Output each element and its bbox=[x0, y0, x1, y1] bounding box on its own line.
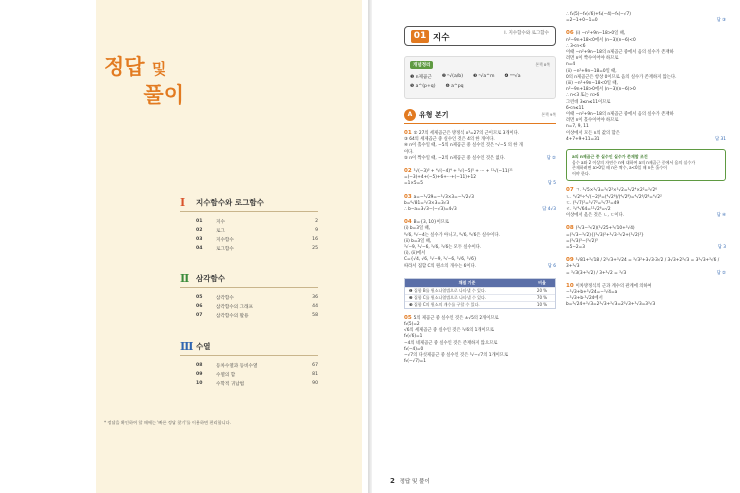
solution-line bbox=[566, 213, 726, 219]
solution-text: −√7의 다섯제곱근 중 실수인 것은 ⁵√−√7의 1개이므로 bbox=[404, 353, 509, 359]
problem-number: 07 bbox=[566, 187, 574, 194]
solution-text: n²−9n+18<0에서 (n−3)(n−6)<0 bbox=[566, 37, 636, 43]
section-icon: A bbox=[404, 109, 416, 121]
solution-text: ³√(−3)³ + ⁴√(−4)⁴ + ⁵√(−5)⁵ + ··· + ¹¹√(−11)¹¹ bbox=[413, 169, 513, 175]
solution-text: ⑤ n이 짝수일 때, −2의 n제곱근 중 실수인 것은 없다. bbox=[404, 155, 506, 161]
usage-note: * 정답을 확인하여 할 때에는 '빠른 정답 찾기'를 이용하면 편리합니다. bbox=[104, 420, 231, 425]
toc-entry[interactable]: 03 지수함수 16 bbox=[196, 237, 318, 243]
left-page bbox=[0, 0, 368, 493]
problem-number: 10 bbox=[566, 282, 574, 289]
solution-text: ④ n이 홀수일 때, −5의 n제곱근 중 실수인 것은 ⁿ√−5 의 한 개 bbox=[404, 143, 523, 149]
column-right bbox=[566, 6, 726, 309]
answer-label: 답 6 bbox=[547, 263, 556, 269]
solution-text: n=4 bbox=[566, 62, 576, 68]
solution-text: 그런데 3≤n≤11이므로 bbox=[566, 99, 611, 105]
toc-entry[interactable]: 05 삼각함수 36 bbox=[196, 295, 318, 301]
page-footer bbox=[390, 477, 430, 485]
concept-tag: 개념정리 bbox=[410, 61, 433, 69]
toc-entry[interactable]: 10 수학적 귀납법 90 bbox=[196, 381, 318, 387]
solution-text: ㄷ. (⁵√7)²=⁵√7²=⁵√7²=49 bbox=[566, 200, 620, 206]
solution-text: b=⁶√81=³√3×3=3√3 bbox=[404, 200, 450, 206]
solution-line bbox=[566, 257, 726, 270]
solution-text: ³√81+³√18 / 2³√3+³√24 = ³√3²+3√3·3√2 / 3√3+2³√3 = 3³√3+³√6 / 3+³√3 bbox=[566, 258, 720, 270]
column-left bbox=[404, 26, 556, 365]
solution-text: 이상에서 옳은 것은 ㄴ, ㄷ이다. bbox=[566, 213, 625, 219]
solution-text: a=−³√29=−³√3×3=−³√2√3 bbox=[413, 194, 475, 200]
solution-text: ③ 64의 세제곱근 중 실수인 것은 4의 한 개이다. bbox=[404, 137, 495, 143]
unit-title: 지수 bbox=[433, 33, 450, 43]
unit-header bbox=[404, 26, 556, 46]
problem-solution bbox=[566, 12, 726, 24]
solution-text: = ³√3(3+³√2) / 3+³√2 = ³√3 bbox=[566, 270, 627, 276]
solution-text: −4의 네제곱근 중 실수인 것은 존재하지 않으므로 bbox=[404, 340, 498, 346]
concept-summary bbox=[404, 56, 556, 99]
chapter-title: 삼각함수 bbox=[196, 273, 225, 283]
solution-text: f₃(√6)=1 bbox=[404, 334, 423, 340]
solution-line bbox=[404, 315, 556, 322]
solution-text: 려면 n이 짝수이어야 하므로 bbox=[566, 56, 619, 62]
solution-text: ³√−9, ³√−6, ³√6, ³√6는 모두 실수이다. bbox=[404, 245, 482, 251]
problem-solution bbox=[404, 315, 556, 366]
problem-solution bbox=[566, 283, 726, 309]
table-row: ❸ 집합 C의 원소의 개수를 구할 수 있다. 10 % bbox=[405, 301, 555, 308]
toc-chapter-3 bbox=[180, 340, 318, 388]
solution-text: f₅(−√7)=1 bbox=[404, 359, 426, 365]
toc-chapter-2 bbox=[180, 272, 318, 320]
problem-number: 05 bbox=[404, 314, 412, 321]
solution-line bbox=[566, 30, 726, 37]
solution-text: =1×5=5 bbox=[404, 181, 424, 187]
divider bbox=[180, 211, 318, 212]
solution-text: ⁸√6, ⁸√−4는 실수가 아니고, ⁸√6, ⁸√6은 실수이다. bbox=[404, 232, 500, 238]
table-row: ❶ 집합 B를 원소나열법으로 나타낼 수 있다. 20 % bbox=[405, 287, 555, 294]
chapter-roman: Ⅰ bbox=[180, 195, 186, 209]
solution-text: ∴ b−a=3√3−(−√3)=4√3 bbox=[404, 207, 457, 213]
toc-entry[interactable]: 06 삼각함수의 그래프 44 bbox=[196, 304, 318, 310]
solution-text: 이상에서 모든 n의 값의 합은 bbox=[566, 130, 620, 136]
solution-text: C={√4, √6, ³√−9, ³√−6, ³√6, ³√6} bbox=[404, 257, 477, 263]
grading-table: 채점 기준 비율 ❶ 집합 B를 원소나열법으로 나타낼 수 있다. 20 % ❷ 집합 C를 원소나열법으로 나타낼 수 있다. 70 % ❸ 집합 C의 원소의 개수를 구할 수 있다. 10 % bbox=[404, 278, 556, 309]
title-line2: 풀이 bbox=[143, 83, 184, 107]
answer-label: 답 ② bbox=[716, 270, 726, 276]
concept-page-ref: 본책 8쪽 bbox=[535, 62, 550, 67]
tip-box: a의 n제곱근 중 실수인 실수가 존재할 조건 음수 a와 2 이상의 자연수 n에 대하여 a의 n제곱근 중에서 음의 실수가 존재하려면 a>0일 때 n은 짝수, a<0일 때 n은 홀수이 어야 한다. bbox=[566, 149, 726, 181]
solution-text: √6의 세제곱근 중 실수인 것은 ³√6의 1개이므로 bbox=[404, 328, 495, 334]
solution-text: (i) b=3일 때, bbox=[404, 226, 431, 232]
solution-line bbox=[404, 359, 556, 365]
solution-line bbox=[566, 187, 726, 194]
problem-number: 03 bbox=[404, 193, 412, 200]
solution-line bbox=[566, 283, 726, 290]
unit-subtitle: Ⅰ. 지수함수와 로그함수 bbox=[504, 31, 549, 36]
problem-list-right-b bbox=[566, 187, 726, 308]
solution-line bbox=[566, 271, 726, 277]
solution-line bbox=[566, 225, 726, 232]
problem-solution bbox=[566, 225, 726, 251]
answer-label: 답 3 bbox=[717, 245, 726, 251]
problem-solution bbox=[404, 168, 556, 188]
solution-text: 6<n≤11 bbox=[566, 105, 585, 111]
solution-text: =(−3)+4+(−5)+6+···+(−11)+12 bbox=[404, 175, 477, 181]
problem-number: 04 bbox=[404, 219, 412, 226]
answer-label: 답 ④ bbox=[716, 213, 726, 219]
chapter-roman: Ⅲ bbox=[180, 339, 194, 353]
answer-label: 답 31 bbox=[715, 136, 726, 142]
unit-number: 01 bbox=[411, 30, 429, 43]
answer-label: 답 ② bbox=[546, 155, 556, 161]
solution-line bbox=[404, 181, 556, 187]
problem-number: 08 bbox=[566, 225, 574, 232]
problem-number: 06 bbox=[566, 30, 574, 37]
right-page bbox=[372, 0, 740, 493]
solution-text: (iii) −n²+9n−18<0일 때, bbox=[566, 81, 618, 87]
solution-text: =(³√3)³−(³√2)³ bbox=[566, 238, 598, 244]
solution-text: n=7, 9, 11 bbox=[566, 124, 589, 130]
solution-text: ∴ n<3 또는 n>6 bbox=[566, 93, 600, 99]
solution-text: ① 27의 세제곱근은 방정식 x³=27의 근이므로 3개이다. bbox=[413, 131, 520, 136]
solution-text: (ii) −n²+9n−18=0일 때, bbox=[566, 68, 617, 74]
solution-text: (ii) b=3일 때, bbox=[404, 238, 432, 244]
toc-entry[interactable]: 08 등차수열과 등비수열 67 bbox=[196, 363, 318, 369]
solution-line bbox=[404, 207, 556, 213]
solution-text: n²−9n+18>0에서 (n−3)(n−6)>0 bbox=[566, 87, 636, 93]
problem-list-left bbox=[404, 130, 556, 270]
solution-line bbox=[566, 18, 726, 24]
section-label: 유형 본기 bbox=[419, 111, 449, 119]
divider bbox=[180, 287, 318, 288]
toc-entry[interactable]: 09 수열의 합 81 bbox=[196, 372, 318, 378]
title-line1 bbox=[104, 55, 184, 81]
solution-line bbox=[404, 194, 556, 201]
solution-text: ∴ f₂(5)−f₃(√6)+f₄(−4)−f₅(−√7) bbox=[566, 12, 631, 17]
toc-entry[interactable]: 07 삼각함수의 활용 58 bbox=[196, 313, 318, 319]
solution-text: 이차방정식의 근과 계수의 관계에 의하여 bbox=[575, 283, 652, 289]
solution-text: b=³√24+³√3=2³√3+³√3=2³√3+³√3=3³√3 bbox=[566, 302, 656, 308]
table-row: ❷ 집합 C를 원소나열법으로 나타낼 수 있다. 70 % bbox=[405, 294, 555, 301]
solution-line bbox=[566, 137, 726, 143]
book-title bbox=[104, 55, 184, 107]
solution-line bbox=[566, 245, 726, 251]
solution-text: f₄(−4)=0 bbox=[404, 346, 424, 352]
tip-title: a의 n제곱근 중 실수인 실수가 존재할 조건 bbox=[572, 154, 648, 160]
toc-chapter-1 bbox=[180, 196, 318, 253]
answer-label: 답 ③ bbox=[716, 18, 726, 24]
solution-text: 려면 n이 홀수이어야 하므로 bbox=[566, 118, 619, 124]
toc-entry[interactable]: 02 로그 9 bbox=[196, 228, 318, 234]
answer-label: 답 4√3 bbox=[542, 207, 556, 213]
chapter-title: 지수함수와 로그함수 bbox=[196, 197, 264, 207]
title-small-text: 및 bbox=[151, 60, 167, 78]
problem-list-left-b bbox=[404, 315, 556, 366]
page-number: 2 bbox=[390, 477, 395, 485]
solution-text: 이다. bbox=[404, 149, 414, 155]
solution-text: 4+7+9+11=31 bbox=[566, 136, 600, 142]
solution-text: 따라서 집합 C의 원소의 개수는 6이다. bbox=[404, 263, 477, 269]
solution-text: ㄹ. ³√⁴√64=¹²√2⁶=√2 bbox=[566, 207, 611, 213]
chapter-roman: Ⅱ bbox=[180, 271, 190, 285]
solution-text: (³√3−³√2)(³√25+³√10+³√4) bbox=[575, 226, 635, 232]
solution-text: =2−1+0−1=0 bbox=[566, 18, 598, 24]
chapter-title: 수열 bbox=[196, 341, 211, 351]
problem-solution bbox=[566, 187, 726, 219]
solution-text: ∴ 3<n<6 bbox=[566, 43, 586, 49]
solution-text: 0의 n제곱근은 항상 0이므로 음의 실수가 존재하지 않는다. bbox=[566, 74, 677, 80]
solution-text: 이때 −n²+9n−18의 n제곱근 중에서 음의 실수가 존재하 bbox=[566, 112, 674, 118]
solution-line bbox=[404, 156, 556, 162]
problem-number: 09 bbox=[566, 257, 574, 264]
title-main-text: 정답 bbox=[104, 55, 145, 79]
toc-entry[interactable]: 04 로그함수 25 bbox=[196, 246, 318, 252]
divider bbox=[180, 355, 318, 356]
solution-text: ㄱ. ³√5×³√3=³√2²×³√2=³√2⁴×2²=³√2⁶ bbox=[575, 188, 657, 194]
solution-text: −³√3+b·³√24에서 bbox=[566, 296, 603, 302]
problem-number: 02 bbox=[404, 168, 412, 175]
problem-solution bbox=[404, 219, 556, 270]
solution-text: 이때 −n²+9n−18의 n제곱근 중에서 음의 실수가 존재하 bbox=[566, 50, 674, 56]
solution-text: =(³√3−³√2){(³√3)²+³√3·³√2+(³√2)²} bbox=[566, 232, 644, 238]
concept-items: ❶ n제곱근 ❷ ⁿ√(a/b) ❸ ⁿ√a^m ❹ ᵐⁿ√a ❺ a^(p+q) ❻ a^pq bbox=[410, 74, 521, 89]
solution-text: ㄴ. ⁴√2⁶÷⁴√(−2)⁸=(⁴√2⁶)/(⁴√2⁸)=⁴√2⁶/2⁸=⁴√2² bbox=[566, 194, 662, 200]
solution-text: B={3, 10}이므로 bbox=[413, 220, 450, 226]
problem-solution bbox=[404, 194, 556, 214]
solution-line bbox=[404, 264, 556, 270]
problem-solution bbox=[566, 30, 726, 143]
solution-text: f₂(5)=2 bbox=[404, 322, 420, 328]
solution-text: 5의 제곱근 중 실수인 것은 ±√5의 2개이므로 bbox=[413, 315, 499, 321]
problem-number: 01 bbox=[404, 130, 412, 136]
solution-text: =5−2=3 bbox=[566, 245, 586, 251]
problem-solution bbox=[404, 130, 556, 162]
answer-label: 답 5 bbox=[547, 181, 556, 187]
section-page-ref: 본책 9쪽 bbox=[541, 112, 556, 117]
solution-line bbox=[566, 302, 726, 308]
section-header bbox=[404, 109, 556, 124]
solution-text: (i) −n²+9n−18>0일 때, bbox=[575, 31, 626, 37]
solution-text: (i), (ii)에서 bbox=[404, 251, 426, 257]
problem-list-right bbox=[566, 12, 726, 143]
toc-entry[interactable]: 01 지수 2 bbox=[196, 219, 318, 225]
problem-solution bbox=[566, 257, 726, 277]
footer-text: 정답 및 풀이 bbox=[399, 479, 430, 485]
solution-text: −³√3+b+³√24=−³√4=a bbox=[566, 290, 618, 296]
